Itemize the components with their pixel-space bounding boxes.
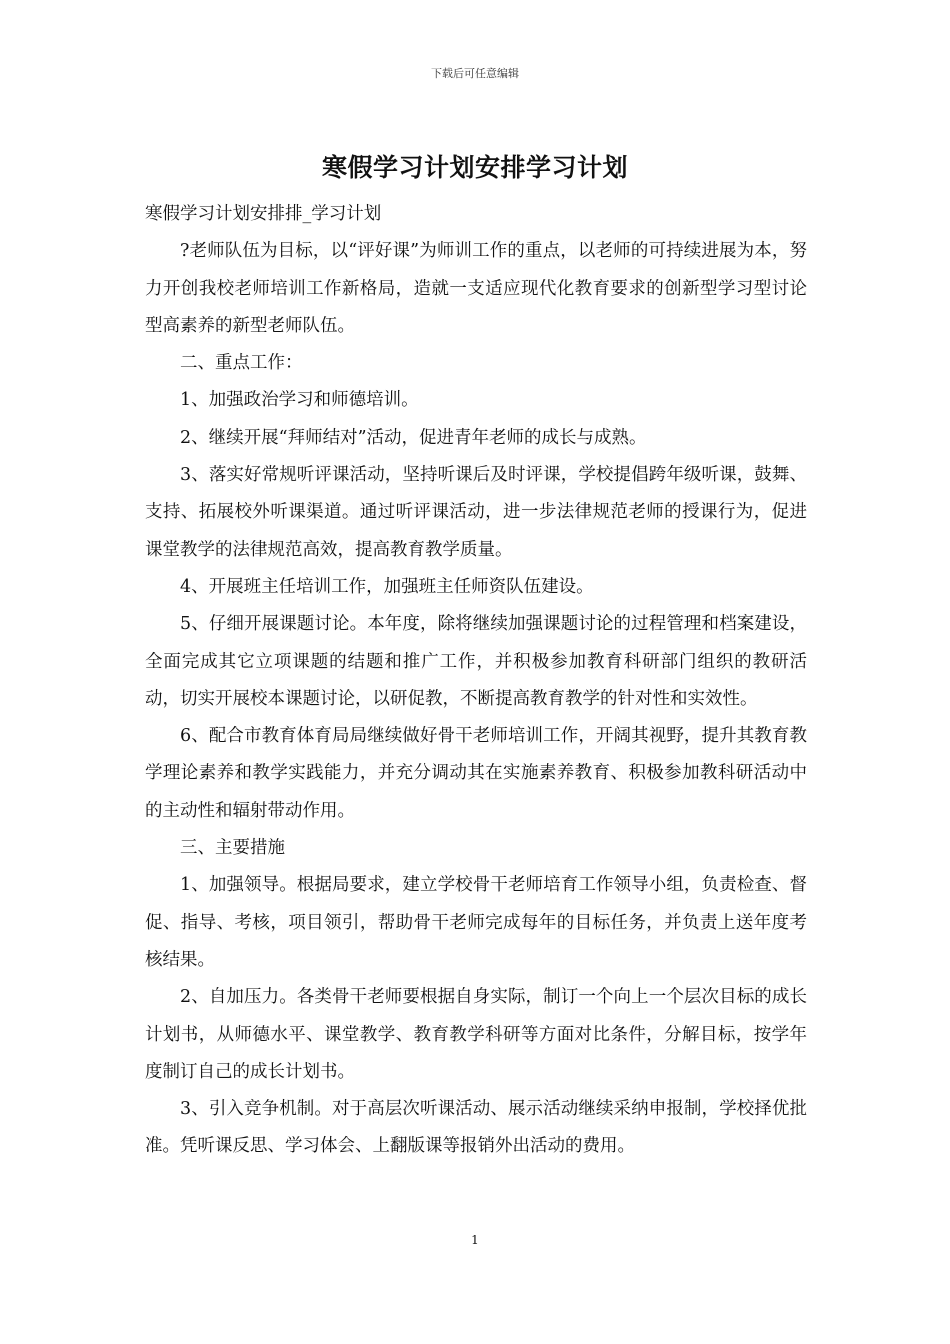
section-heading-measures: 三、主要措施	[180, 838, 285, 859]
document-body	[145, 196, 807, 1166]
intro-paragraph: ?老师队伍为目标，以“评好课”为师训工作的重点，以老师的可持续进展为本，努力开创我校老师培训工作新格局，造就一支适应现代化教育要求的创新型学习型讨论型高素养的新型老师队伍。	[145, 241, 807, 336]
subtitle-paragraph: 寒假学习计划安排排_学习计划	[145, 204, 382, 224]
key-work-item-3: 3、落实好常规听评课活动，坚持听课后及时评课，学校提倡跨年级听课，鼓舞、支持、拓展校外听课渠道。通过听评课活动，进一步法律规范老师的授课行为，促进课堂教学的法律规范高效，提高教育教学质量。	[145, 465, 807, 560]
key-work-item-4: 4、开展班主任培训工作，加强班主任师资队伍建设。	[180, 576, 594, 597]
page-header-note: 下载后可任意编辑	[431, 67, 519, 80]
key-work-item-6: 6、配合市教育体育局局继续做好骨干老师培训工作，开阔其视野，提升其教育教学理论素养和教学实践能力，并充分调动其在实施素养教育、积极参加教科研活动中的主动性和辐射带动作用。	[145, 726, 807, 821]
measure-item-2: 2、自加压力。各类骨干老师要根据自身实际，制订一个向上一个层次目标的成长计划书，从师德水平、课堂教学、教育教学科研等方面对比条件，分解目标，按学年度制订自己的成长计划书。	[145, 987, 807, 1082]
document-title: 寒假学习计划安排学习计划	[321, 153, 628, 182]
key-work-item-5: 5、仔细开展课题讨论。本年度，除将继续加强课题讨论的过程管理和档案建设，全面完成其它立项课题的结题和推广工作，并积极参加教育科研部门组织的教研活动，切实开展校本课题讨论，以研促教，不断提高教育教学的针对性和实效性。	[145, 614, 807, 709]
page-number: 1	[471, 1233, 479, 1247]
key-work-item-1: 1、加强政治学习和师德培训。	[180, 390, 419, 411]
key-work-item-2: 2、继续开展“拜师结对”活动，促进青年老师的成长与成熟。	[180, 427, 647, 448]
measure-item-3: 3、引入竞争机制。对于高层次听课活动、展示活动继续采纳申报制，学校择优批准。凭听课反思、学习体会、上翻版课等报销外出活动的费用。	[145, 1099, 807, 1157]
section-heading-key-work: 二、重点工作：	[180, 353, 303, 374]
measure-item-1: 1、加强领导。根据局要求，建立学校骨干老师培育工作领导小组，负责检查、督促、指导、考核，项目领引，帮助骨干老师完成每年的目标任务，并负责上送年度考核结果。	[145, 875, 807, 970]
